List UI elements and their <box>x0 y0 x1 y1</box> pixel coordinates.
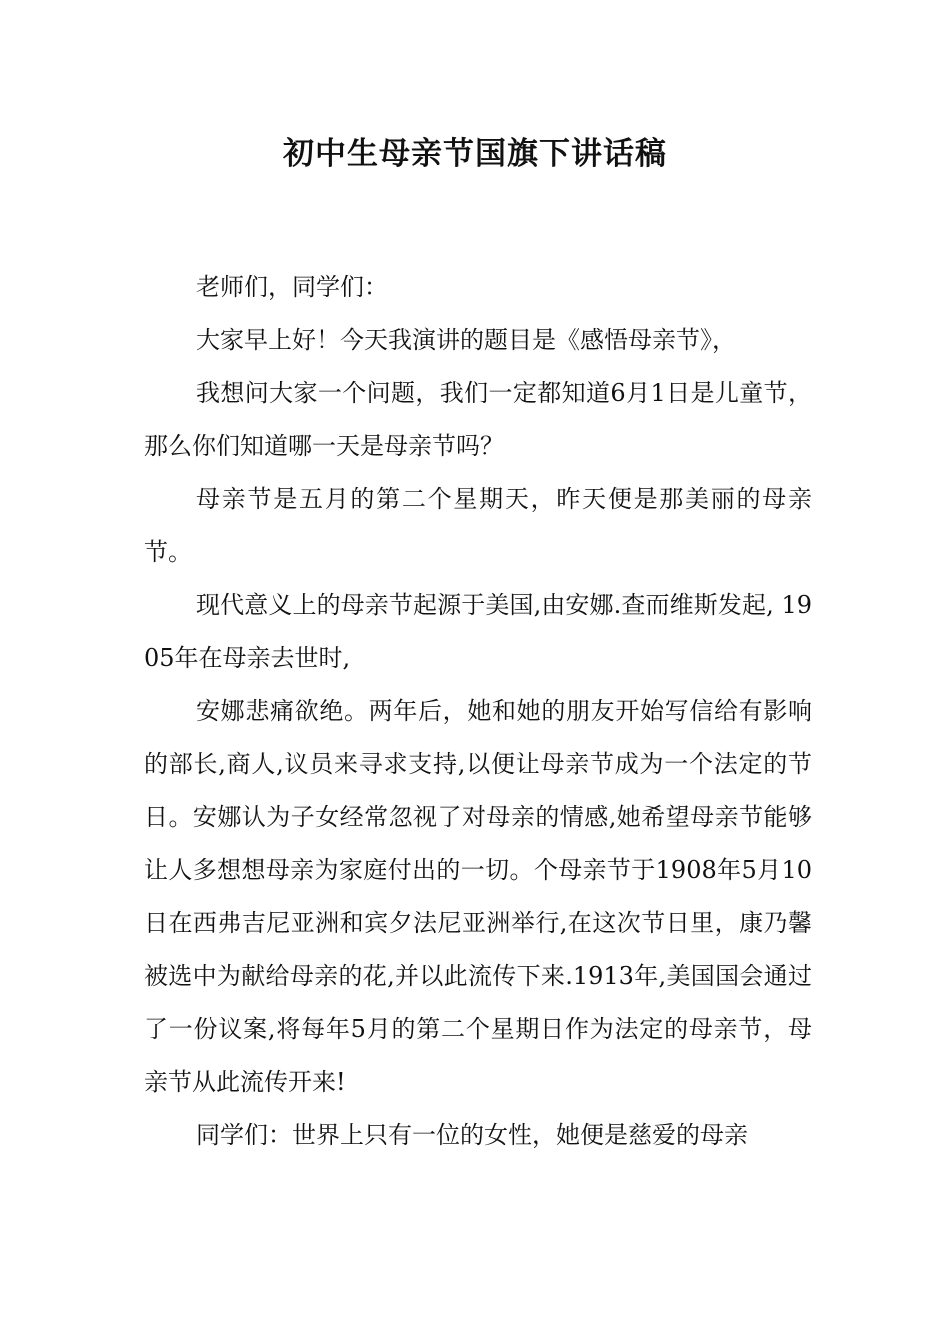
paragraph-greeting: 老师们，同学们： <box>196 273 388 301</box>
paragraph-date: 母亲节是五月的第二个星期天，昨天便是那美丽的母亲节。 <box>144 485 812 566</box>
paragraph-closing: 同学们：世界上只有一位的女性，她便是慈爱的母亲 <box>196 1121 748 1149</box>
paragraph-question: 我想问大家一个问题，我们一定都知道6月1日是儿童节，那么你们知道哪一天是母亲节吗？ <box>144 379 812 460</box>
document-body <box>144 261 812 1162</box>
document-title: 初中生母亲节国旗下讲话稿 <box>283 136 667 172</box>
paragraph-opening: 大家早上好！今天我演讲的题目是《感悟母亲节》， <box>196 326 736 354</box>
paragraph-history: 安娜悲痛欲绝。两年后，她和她的朋友开始写信给有影响的部长,商人,议员来寻求支持,以便让母亲节成为一个法定的节日。安娜认为子女经常忽视了对母亲的情感,她希望母亲节能够让人多想想母亲为家庭付出的一切。个母亲节于1908年5月10日在西弗吉尼亚洲和宾夕法尼亚洲举行,在这次节日里，康乃馨被选中为献给母亲的花,并以此流传下来.1913年,美国国会通过了一份议案,将每年5月的第二个星期日作为法定的母亲节，母亲节从此流传开来! <box>144 697 812 1096</box>
paragraph-origin: 现代意义上的母亲节起源于美国,由安娜.查而维斯发起, 1905年在母亲去世时, <box>144 591 812 672</box>
